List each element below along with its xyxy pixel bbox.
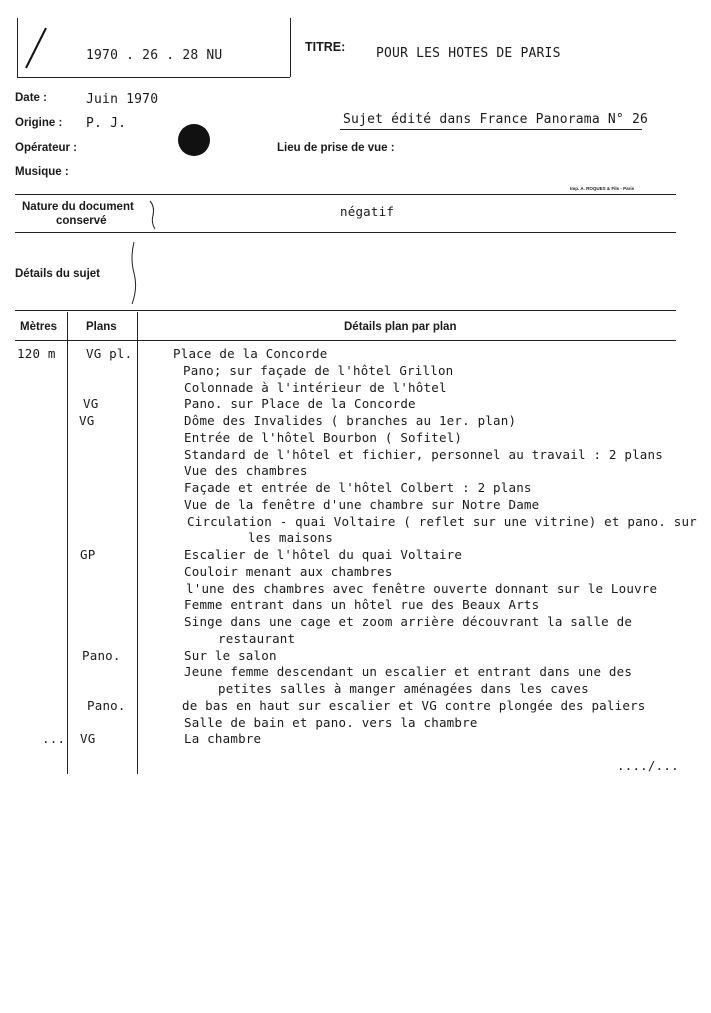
nature-top-border [15,194,676,195]
cell-details: Couloir menant aux chambres [184,563,393,579]
plans-details-divider [137,312,138,774]
date-label: Date : [15,92,47,104]
reference-number: 1970 . 26 . 28 NU [86,48,223,63]
punch-hole [178,124,210,156]
titre-value: POUR LES HOTES DE PARIS [376,46,561,61]
cell-details: Pano. sur Place de la Concorde [184,396,416,412]
continued-marker: ..../... [617,758,679,773]
origine-label: Origine : [15,117,63,129]
cell-details: Colonnade à l'intérieur de l'hôtel [184,379,447,395]
cell-details: l'une des chambres avec fenêtre ouverte donnant sur le Louvre [186,580,658,596]
col-header-details: Détails plan par plan [344,321,457,333]
cell-details: de bas en haut sur escalier et VG contre plongée des paliers [182,697,646,713]
cell-details: Vue des chambres [184,463,308,479]
cell-details: Entrée de l'hôtel Bourbon ( Sofitel) [184,429,463,445]
cell-details: Femme entrant dans un hôtel rue des Beaux Arts [184,597,540,613]
cell-plans: Pano. [87,697,126,713]
cell-metres: 120 m [17,346,56,361]
cell-details: Façade et entrée de l'hôtel Colbert : 2 plans [184,480,532,495]
metres-plans-divider [67,312,68,774]
cell-details: Sur le salon [184,647,277,663]
cell-details: Dôme des Invalides ( branches au 1er. plan) [184,413,517,428]
cell-plans: VG [83,396,99,412]
cell-plans: VG pl. [86,346,133,361]
titre-label: TITRE: [305,40,346,54]
cell-metres: ... [42,731,66,747]
cell-details: Pano; sur façade de l'hôtel Grillon [183,362,454,378]
cell-plans: GP [80,547,96,562]
cell-details: Escalier de l'hôtel du quai Voltaire [184,547,463,562]
date-value: Juin 1970 [86,92,159,107]
sujet-underline [340,129,642,130]
col-header-plans: Plans [86,321,117,333]
sujet-edite: Sujet édité dans France Panorama N° 26 [343,112,649,127]
col-header-metres: Mètres [20,321,58,333]
nature-brace [148,199,158,231]
nature-bottom-border [15,232,676,233]
cell-details: Jeune femme descendant un escalier et entrant dans une des [184,664,633,680]
lieu-label: Lieu de prise de vue : [277,142,395,154]
header-divider [290,18,291,77]
cell-details: Singe dans une cage et zoom arrière découvrant la salle de [184,614,633,629]
operateur-label: Opérateur : [15,142,77,154]
cell-plans: Pano. [82,647,121,663]
details-brace [128,240,140,306]
cell-details: petites salles à manger aménagées dans les caves [218,681,589,696]
origine-value: P. J. [86,116,127,131]
cell-details: restaurant [218,630,296,646]
cell-details: Salle de bain et pano. vers la chambre [184,714,478,730]
nature-label-line2: conservé [56,215,107,227]
printer-credit: Imp. A. ROQUES & Fils - Paris [570,186,635,191]
cell-details: La chambre [184,731,262,747]
details-sujet-label: Détails du sujet [15,268,100,280]
cell-details: Standard de l'hôtel et fichier, personnel au travail : 2 plans [184,446,663,462]
cell-details: Vue de la fenêtre d'une chambre sur Notre Dame [184,496,540,512]
header-bottom-border [17,77,290,78]
cell-details: Place de la Concorde [173,346,328,361]
cell-details: les maisons [248,530,333,546]
musique-label: Musique : [15,166,69,178]
cell-plans: VG [79,413,95,428]
table-header-bottom-border [15,340,676,341]
slash-mark [22,24,52,72]
header-left-border [17,18,18,77]
cell-details: Circulation - quai Voltaire ( reflet sur une vitrine) et pano. sur [187,513,697,529]
nature-value: négatif [340,204,395,219]
cell-plans: VG [80,731,96,747]
nature-label-line1: Nature du document [22,201,134,213]
details-bottom-border [15,310,676,311]
